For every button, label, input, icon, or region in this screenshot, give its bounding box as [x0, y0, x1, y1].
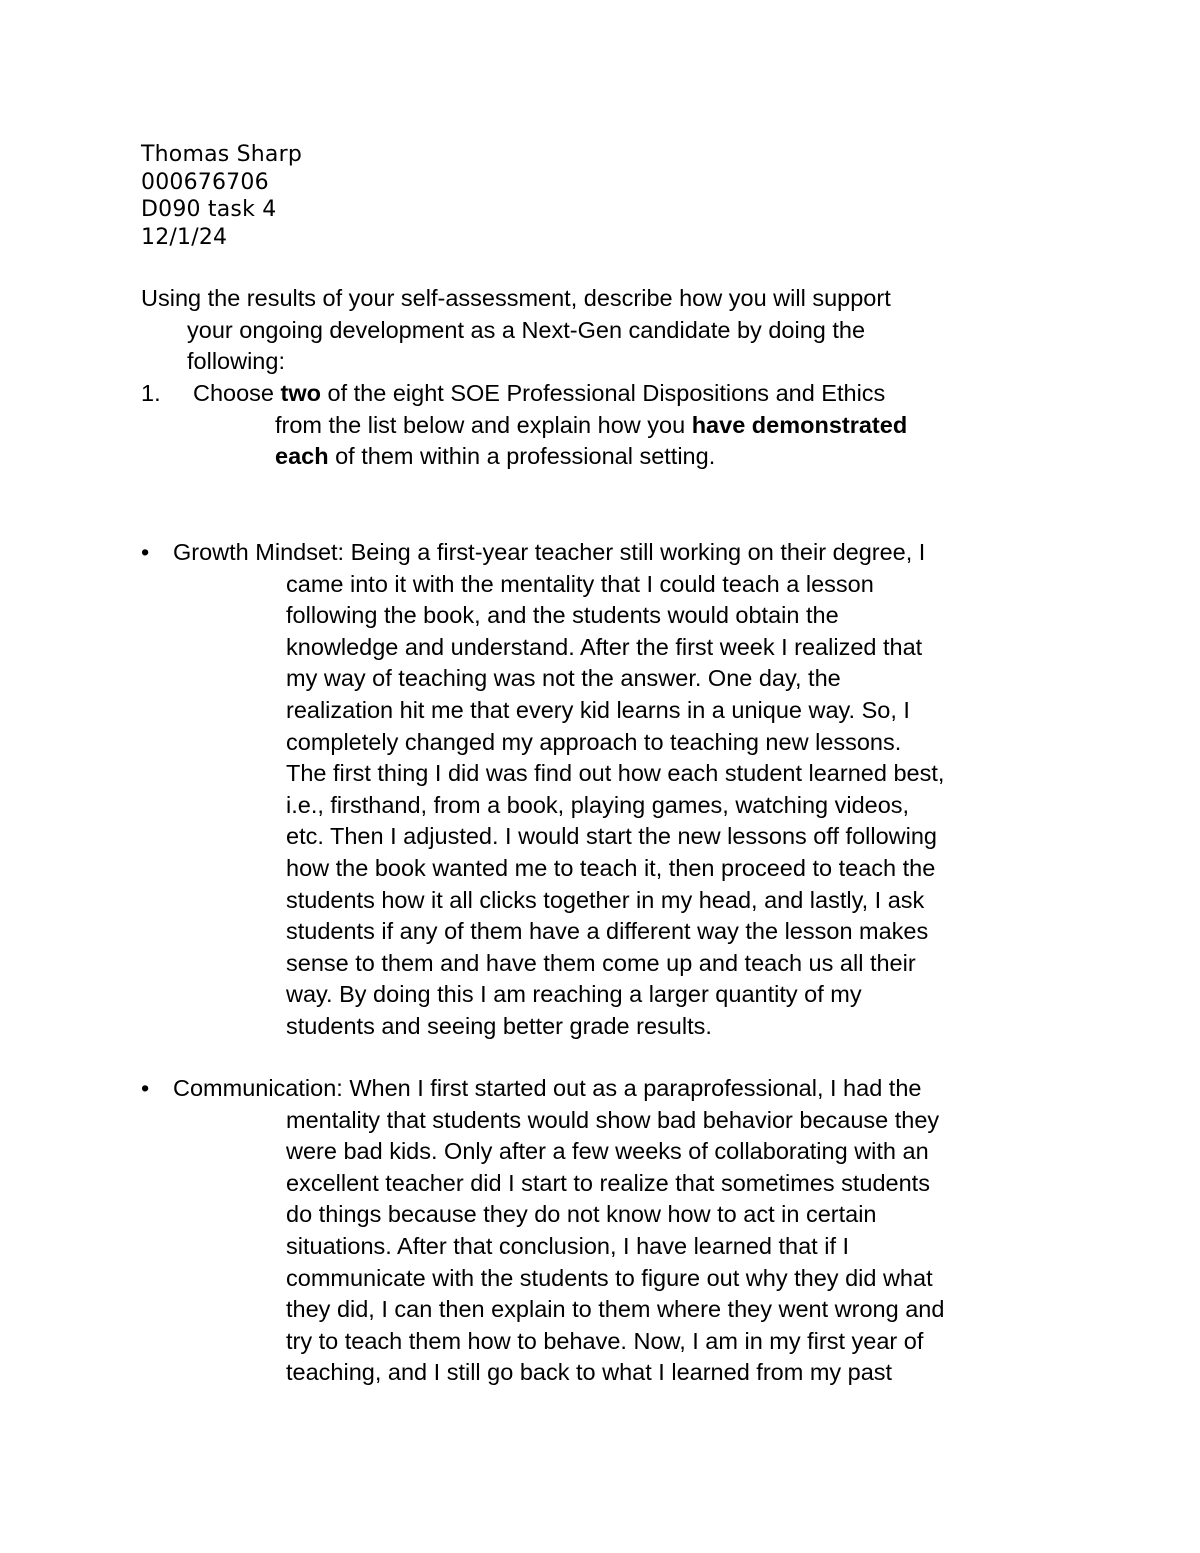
student-id: 000676706: [141, 169, 269, 195]
paragraph-line: completely changed my approach to teaching new lessons.: [286, 728, 902, 755]
paragraph-line: following the book, and the students would obtain the: [286, 602, 839, 629]
paragraph-line: were bad kids. Only after a few weeks of collaborating with an: [286, 1138, 929, 1165]
bullet-text: Communication: When I first started out as a paraprofessional, I had the: [173, 1075, 922, 1101]
document-header: [141, 141, 302, 251]
numbered-instruction: [141, 378, 1061, 473]
numbered-line: [141, 441, 1061, 473]
paragraph-line: students if any of them have a different way the lesson makes: [286, 918, 929, 945]
prompt-line: following:: [187, 348, 285, 375]
instruction-text: from the list below and explain how you: [275, 411, 692, 438]
bullet-continuation: [141, 1105, 1081, 1389]
bullet-growth-mindset: [141, 537, 1081, 1043]
course-task: D090 task 4: [141, 197, 277, 222]
bullet-continuation: [141, 569, 1081, 1043]
instruction-text: Choose: [193, 380, 281, 406]
paragraph-line: etc. Then I adjusted. I would start the new lessons off following: [286, 823, 937, 850]
paragraph-line: sense to them and have them come up and teach us all their: [286, 949, 916, 976]
paragraph-line: situations. After that conclusion, I have learned that if I: [286, 1232, 850, 1259]
bullet-first-line: [141, 537, 1081, 569]
numbered-line: [141, 410, 1061, 442]
paragraph-line: how the book wanted me to teach it, then proceed to teach the: [286, 854, 936, 881]
paragraph-line: knowledge and understand. After the first week I realized that: [286, 633, 923, 660]
paragraph-line: my way of teaching was not the answer. One day, the: [286, 665, 841, 692]
bullet-first-line: [141, 1073, 1081, 1105]
paragraph-line: teaching, and I still go back to what I learned from my past: [286, 1359, 893, 1386]
assignment-prompt: [141, 283, 1061, 378]
numbered-line: [141, 378, 1061, 410]
paragraph-line: do things because they do not know how to act in certain: [286, 1201, 877, 1228]
instruction-emphasis: each: [275, 443, 329, 470]
instruction-text: of them within a professional setting.: [328, 443, 716, 470]
instruction-emphasis: have demonstrated: [691, 411, 908, 438]
list-number: 1.: [141, 380, 161, 406]
paragraph-line: The first thing I did was find out how each student learned best,: [286, 760, 945, 787]
paragraph-line: they did, I can then explain to them where they went wrong and: [286, 1296, 945, 1323]
prompt-line: Using the results of your self-assessment, describe how you will support: [141, 285, 891, 311]
paragraph-line: way. By doing this I am reaching a larger quantity of my: [286, 981, 862, 1008]
bullet-icon: •: [141, 539, 150, 565]
author-name: Thomas Sharp: [141, 142, 303, 167]
paragraph-line: realization hit me that every kid learns in a unique way. So, I: [286, 696, 910, 723]
paragraph-line: i.e., firsthand, from a book, playing games, watching videos,: [286, 791, 910, 818]
instruction-text: of the eight SOE Professional Dispositions and Ethics: [321, 380, 886, 406]
bullet-icon: •: [141, 1075, 150, 1101]
paragraph-line: mentality that students would show bad behavior because they: [286, 1106, 940, 1133]
document-date: 12/1/24: [141, 224, 228, 250]
bullet-communication: [141, 1073, 1081, 1389]
instruction-emphasis: two: [280, 380, 321, 406]
paragraph-line: students and seeing better grade results.: [286, 1012, 712, 1039]
paragraph-line: try to teach them how to behave. Now, I am in my first year of: [286, 1327, 924, 1354]
paragraph-line: students how it all clicks together in my head, and lastly, I ask: [286, 886, 925, 913]
bullet-text: Growth Mindset: Being a first-year teacher still working on their degree, I: [173, 539, 926, 565]
paragraph-line: came into it with the mentality that I could teach a lesson: [286, 570, 874, 597]
paragraph-line: excellent teacher did I start to realize that sometimes students: [286, 1169, 930, 1196]
paragraph-line: communicate with the students to figure out why they did what: [286, 1264, 933, 1291]
prompt-line: your ongoing development as a Next-Gen candidate by doing the: [187, 316, 866, 343]
